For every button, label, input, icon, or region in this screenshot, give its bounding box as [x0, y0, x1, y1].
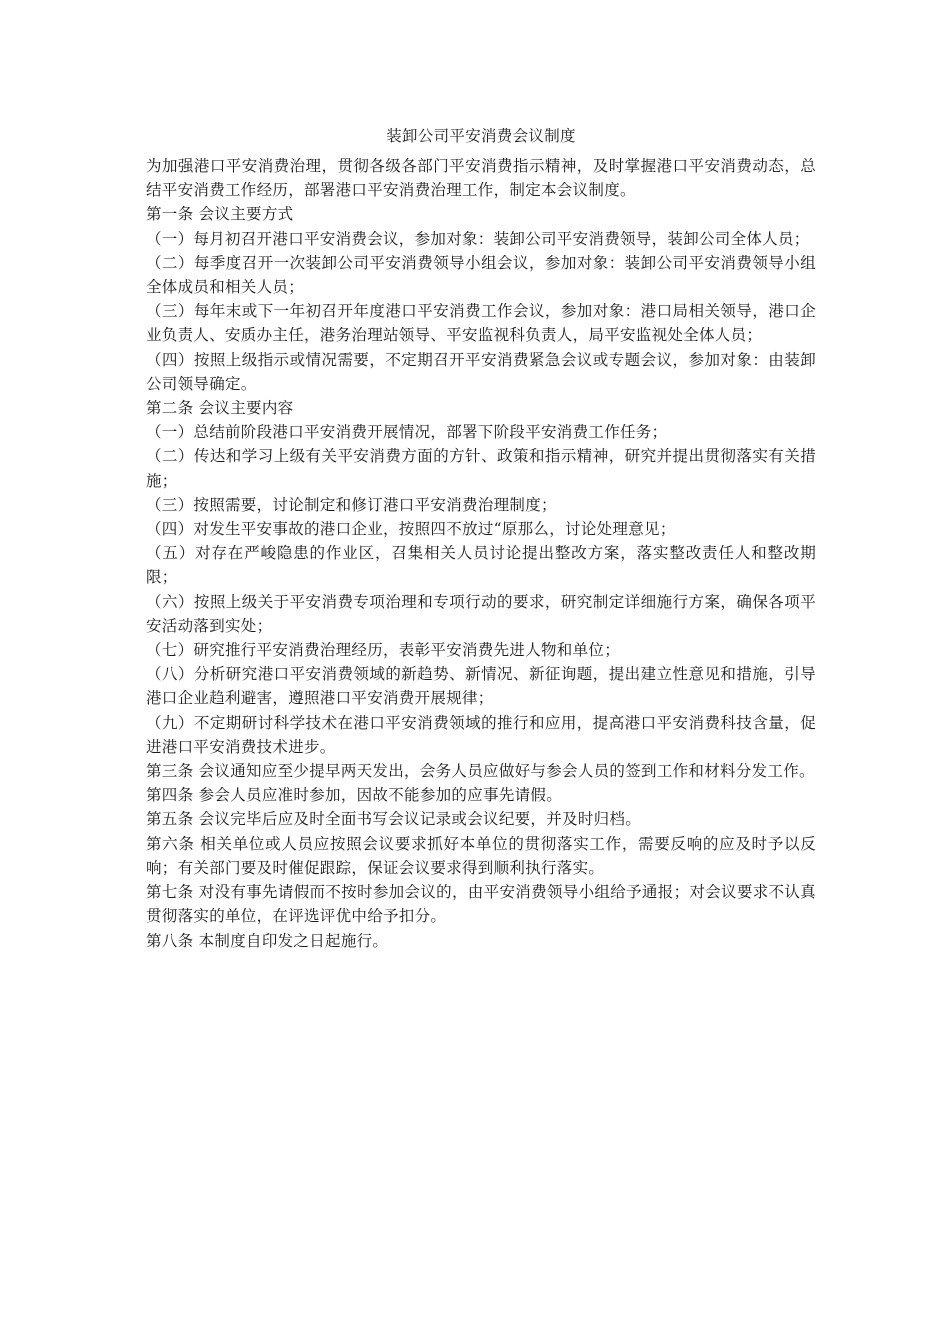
article-2-item-8: （八）分析研究港口平安消费领域的新趋势、新情况、新征询题，提出建立性意见和措施，引导港口企业趋利避害，遵照港口平安消费开展规律； — [146, 665, 816, 708]
article-2-item-4: （四）对发生平安事故的港口企业，按照四不放过“原那么，讨论处理意见； — [146, 520, 676, 539]
article-1-item-4: （四）按照上级指示或情况需要，不定期召开平安消费紧急会议或专题会议，参加对象：由装卸公司领导确定。 — [146, 350, 816, 393]
article-2-item-2: （二）传达和学习上级有关平安消费方面的方针、政策和指示精神，研究并提出贯彻落实有关措施； — [146, 447, 816, 490]
document-body — [146, 154, 816, 953]
article-2-item-6: （六）按照上级关于平安消费专项治理和专项行动的要求，研究制定详细施行方案，确保各项平安活动落到实处； — [146, 592, 816, 635]
article-4: 第四条 参会人员应准时参加，因故不能参加的应事先请假。 — [146, 786, 563, 805]
article-2-item-7: （七）研究推行平安消费治理经历，表彰平安消费先进人物和单位； — [146, 641, 621, 660]
article-2-item-5: （五）对存在严峻隐患的作业区，召集相关人员讨论提出整改方案，落实整改责任人和整改期限； — [146, 544, 816, 587]
article-1-item-3: （三）每年末或下一年初召开年度港口平安消费工作会议，参加对象：港口局相关领导，港口企业负责人、安质办主任，港务治理站领导、平安监视科负责人，局平安监视处全体人员； — [146, 302, 816, 345]
article-5: 第五条 会议完毕后应及时全面书写会议记录或会议纪要，并及时归档。 — [146, 810, 642, 829]
document-page — [146, 118, 816, 953]
paragraph-intro: 为加强港口平安消费治理，贯彻各级各部门平安消费指示精神，及时掌握港口平安消费动态，总结平安消费工作经历，部署港口平安消费治理工作，制定本会议制度。 — [146, 157, 816, 200]
article-3: 第三条 会议通知应至少提早两天发出，会务人员应做好与参会人员的签到工作和材料分发工作。 — [146, 762, 815, 781]
document-title: 装卸公司平安消费会议制度 — [386, 127, 576, 145]
article-2-heading: 第二条 会议主要内容 — [146, 399, 294, 418]
article-8: 第八条 本制度自印发之日起施行。 — [146, 931, 389, 950]
article-6: 第六条 相关单位或人员应按照会议要求抓好本单位的贯彻落实工作，需要反响的应及时予以反响；有关部门要及时催促跟踪，保证会议要求得到顺利执行落实。 — [146, 834, 816, 877]
article-2-item-9: （九）不定期研讨科学技术在港口平安消费领域的推行和应用，提高港口平安消费科技含量，促进港口平安消费技术进步。 — [146, 713, 816, 756]
article-1-item-2: （二）每季度召开一次装卸公司平安消费领导小组会议，参加对象：装卸公司平安消费领导小组全体成员和相关人员； — [146, 253, 816, 297]
article-1-item-1: （一）每月初召开港口平安消费会议，参加对象：装卸公司平安消费领导，装卸公司全体人员； — [146, 229, 810, 248]
article-2-item-1: （一）总结前阶段港口平安消费开展情况，部署下阶段平安消费工作任务； — [146, 423, 668, 442]
article-7: 第七条 对没有事先请假而不按时参加会议的，由平安消费领导小组给予通报；对会议要求不认真贯彻落实的单位，在评选评优中给予扣分。 — [146, 883, 816, 926]
article-1-heading: 第一条 会议主要方式 — [146, 205, 294, 224]
article-2-item-3: （三）按照需要，讨论制定和修订港口平安消费治理制度； — [146, 495, 557, 514]
